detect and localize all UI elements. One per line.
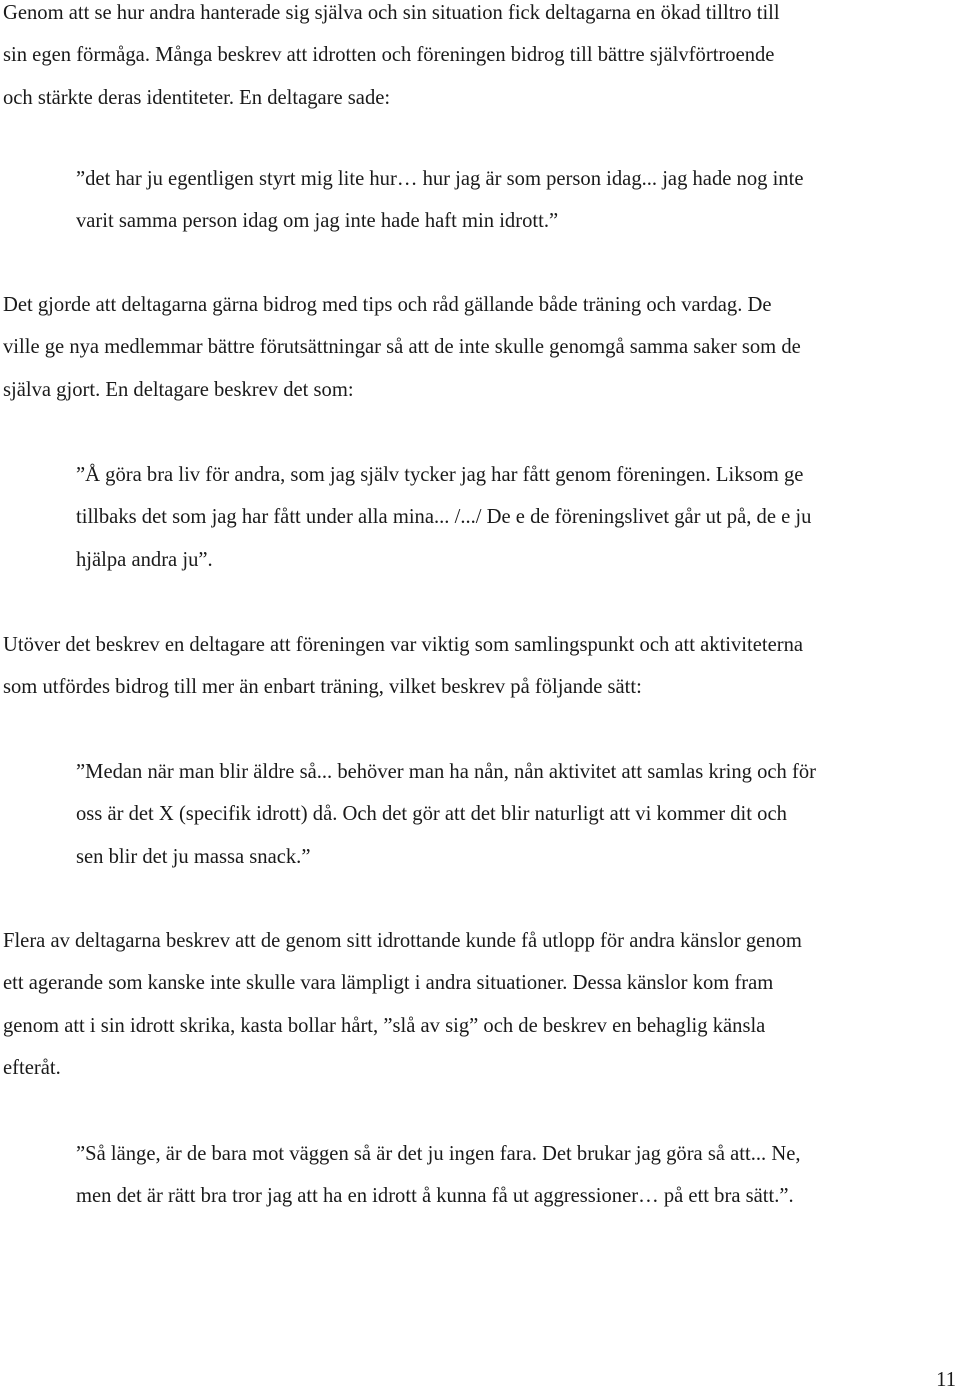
quote-helping-others xyxy=(76,454,956,581)
quote-line: tillbaks det som jag har fått under alla mina... /.../ De e de föreningslivet går ut på, de e ju xyxy=(76,506,812,529)
text-line: Utöver det beskrev en deltagare att föreningen var viktig som samlingspunkt och att aktiviteterna xyxy=(3,634,804,656)
text-line: genom att i sin idrott skrika, kasta bollar hårt, ”slå av sig” och de beskrev en behaglig känsla xyxy=(3,1014,766,1037)
quote-activity xyxy=(76,751,956,878)
quote-aggression xyxy=(76,1133,956,1218)
paragraph-self-confidence xyxy=(3,0,957,119)
quote-identity xyxy=(76,158,956,243)
paragraph-emotional-outlet xyxy=(3,920,957,1089)
quote-line: ”Å göra bra liv för andra, som jag själv tycker jag har fått genom föreningen. Liksom ge xyxy=(76,464,804,486)
text-line: efteråt. xyxy=(3,1056,61,1079)
paragraph-gathering-point xyxy=(3,624,957,709)
text-line: själva gjort. En deltagare beskrev det som: xyxy=(3,378,354,401)
text-line: sin egen förmåga. Många beskrev att idrotten och föreningen bidrog till bättre självförtroende xyxy=(3,44,775,67)
quote-line: ”Så länge, är de bara mot väggen så är det ju ingen fara. Det brukar jag göra så att... Ne, xyxy=(76,1143,801,1165)
quote-line: ”Medan när man blir äldre så... behöver man ha nån, nån aktivitet att samlas kring och för xyxy=(76,761,816,783)
paragraph-tips-and-advice xyxy=(3,284,957,411)
quote-line: ”det har ju egentligen styrt mig lite hur… hur jag är som person idag... jag hade nog inte xyxy=(76,168,804,190)
quote-line: hjälpa andra ju”. xyxy=(76,548,213,571)
quote-line: oss är det X (specifik idrott) då. Och det gör att det blir naturligt att vi kommer dit och xyxy=(76,803,787,826)
text-line: ville ge nya medlemmar bättre förutsättningar så att de inte skulle genomgå samma saker som de xyxy=(3,336,801,359)
text-line: som utfördes bidrog till mer än enbart träning, vilket beskrev på följande sätt: xyxy=(3,676,642,699)
quote-line: varit samma person idag om jag inte hade haft min idrott.” xyxy=(76,210,559,233)
text-line: Genom att se hur andra hanterade sig själva och sin situation fick deltagarna en ökad tilltro till xyxy=(3,2,780,24)
text-line: Det gjorde att deltagarna gärna bidrog med tips och råd gällande både träning och vardag. De xyxy=(3,294,772,316)
text-line: Flera av deltagarna beskrev att de genom sitt idrottande kunde få utlopp för andra känslor genom xyxy=(3,930,802,952)
page-number: 11 xyxy=(936,1369,956,1391)
text-line: och stärkte deras identiteter. En deltagare sade: xyxy=(3,86,391,109)
quote-line: sen blir det ju massa snack.” xyxy=(76,845,311,868)
text-line: ett agerande som kanske inte skulle vara lämpligt i andra situationer. Dessa känslor kom fram xyxy=(3,972,774,995)
quote-line: men det är rätt bra tror jag att ha en idrott å kunna få ut aggressioner… på ett bra sätt.”. xyxy=(76,1185,794,1208)
